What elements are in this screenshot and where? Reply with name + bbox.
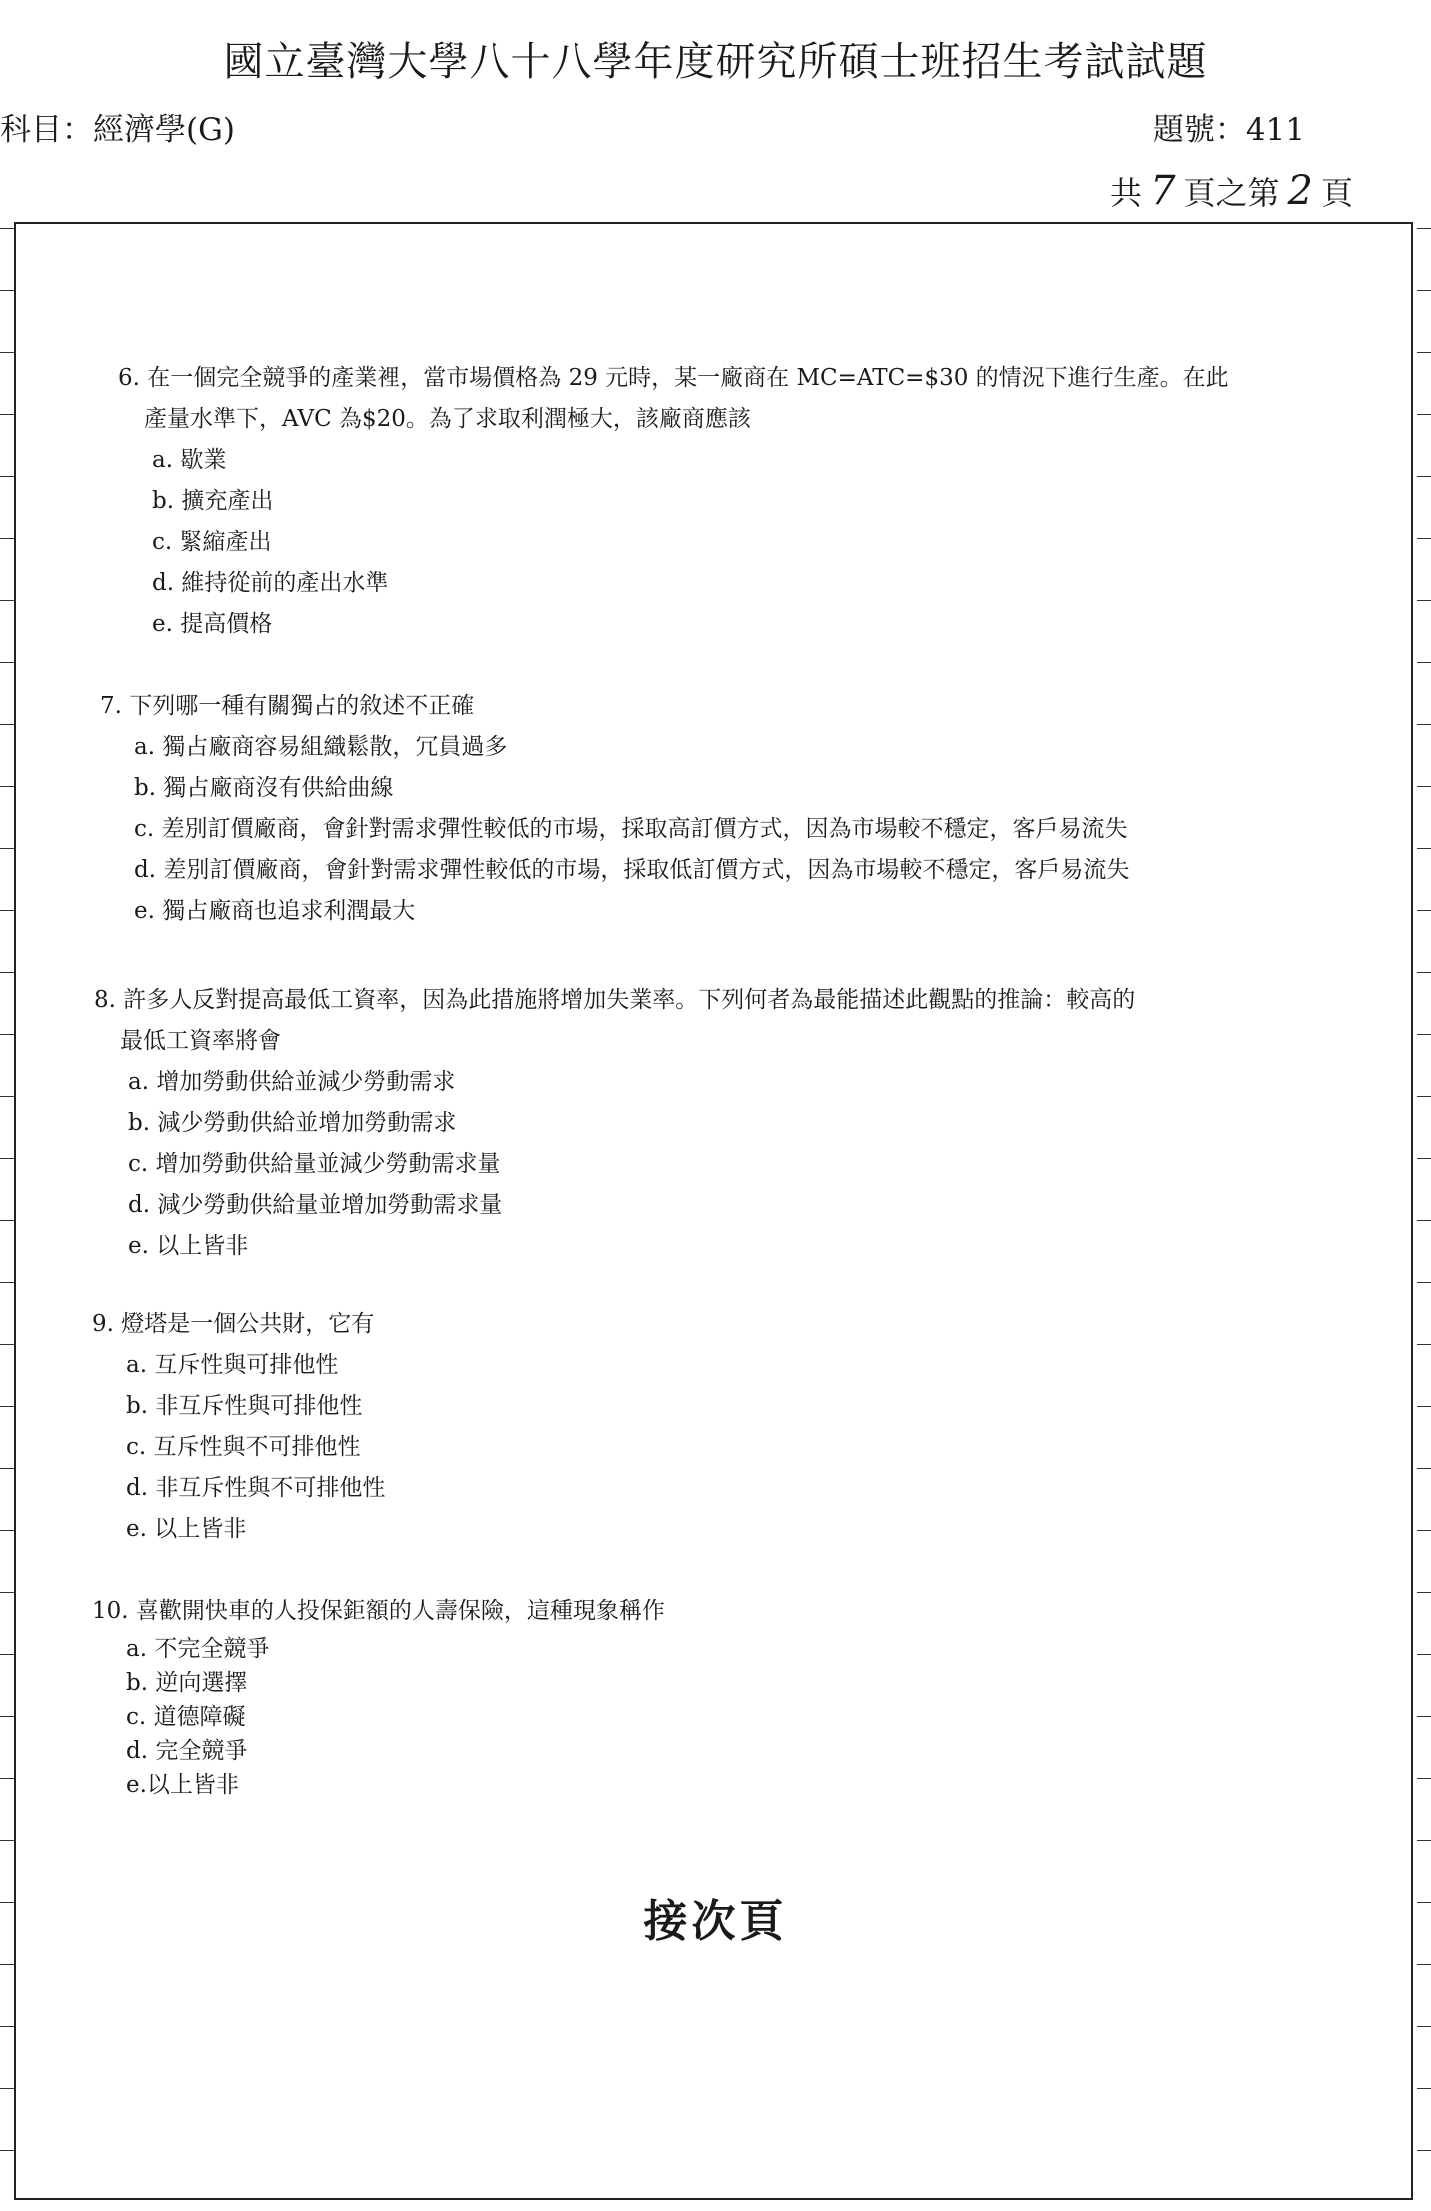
- margin-tick: [0, 1840, 14, 1841]
- margin-tick: [1417, 538, 1431, 539]
- margin-tick: [0, 910, 14, 911]
- option-c: c. 增加勞動供給量並減少勞動需求量: [128, 1151, 501, 1177]
- margin-tick: [1417, 600, 1431, 601]
- option-b: b. 非互斥性與可排他性: [126, 1393, 363, 1419]
- option-e: e. 以上皆非: [128, 1233, 249, 1259]
- margin-tick: [1417, 1716, 1431, 1717]
- option-c: c. 差別訂價廠商，會針對需求彈性較低的市場，採取高訂價方式，因為市場較不穩定，客戶易流失: [134, 816, 1128, 842]
- question-text: 9. 燈塔是一個公共財，它有: [92, 1311, 375, 1337]
- margin-tick: [1417, 352, 1431, 353]
- margin-tick: [0, 1344, 14, 1345]
- margin-tick: [0, 2150, 14, 2151]
- margin-tick: [1417, 848, 1431, 849]
- margin-tick: [0, 290, 14, 291]
- margin-tick: [1417, 1220, 1431, 1221]
- margin-tick: [0, 352, 14, 353]
- margin-tick: [0, 1530, 14, 1531]
- question-6: [118, 358, 1229, 645]
- margin-tick: [0, 848, 14, 849]
- margin-tick: [1417, 662, 1431, 663]
- option-a: a. 不完全競爭: [126, 1636, 270, 1662]
- margin-tick: [0, 1220, 14, 1221]
- question-text: 7. 下列哪一種有關獨占的敘述不正確: [100, 693, 475, 719]
- pages-middle: 頁之第: [1183, 174, 1280, 212]
- margin-tick: [1417, 1344, 1431, 1345]
- margin-tick: [0, 414, 14, 415]
- option-b: b. 獨占廠商沒有供給曲線: [134, 775, 394, 801]
- option-c: c. 道德障礙: [126, 1704, 246, 1730]
- option-d: d. 完全競爭: [126, 1738, 248, 1764]
- question-10: [92, 1591, 665, 1802]
- margin-tick: [0, 600, 14, 601]
- question-code: 題號：411: [1152, 112, 1305, 148]
- option-c: c. 緊縮產出: [152, 529, 272, 555]
- question-text: 8. 許多人反對提高最低工資率，因為此措施將增加失業率。下列何者為最能描述此觀點的推論：較高的: [94, 987, 1136, 1013]
- margin-tick: [1417, 972, 1431, 973]
- pages-current: 2: [1287, 168, 1313, 214]
- question-8: [94, 980, 1135, 1267]
- margin-tick: [1417, 1654, 1431, 1655]
- margin-tick: [0, 1592, 14, 1593]
- margin-tick: [0, 1468, 14, 1469]
- question-7: [100, 686, 1129, 932]
- pages-total: 7: [1150, 168, 1176, 214]
- option-e: e.以上皆非: [126, 1772, 239, 1798]
- option-d: d. 減少勞動供給量並增加勞動需求量: [128, 1192, 503, 1218]
- page-count: [1110, 168, 1353, 214]
- option-a: a. 互斥性與可排他性: [126, 1352, 339, 1378]
- option-a: a. 歇業: [152, 447, 227, 473]
- margin-tick: [0, 228, 14, 229]
- option-e: e. 提高價格: [152, 611, 273, 637]
- option-b: b. 擴充產出: [152, 488, 274, 514]
- margin-tick: [0, 1406, 14, 1407]
- margin-tick: [0, 724, 14, 725]
- margin-tick: [1417, 1034, 1431, 1035]
- margin-tick: [1417, 1096, 1431, 1097]
- option-d: d. 維持從前的產出水準: [152, 570, 389, 596]
- margin-tick: [0, 476, 14, 477]
- question-text: 10. 喜歡開快車的人投保鉅額的人壽保險，這種現象稱作: [92, 1598, 665, 1624]
- margin-tick: [0, 662, 14, 663]
- question-9: [92, 1304, 385, 1550]
- margin-tick: [1417, 1282, 1431, 1283]
- option-d: d. 非互斥性與不可排他性: [126, 1475, 386, 1501]
- margin-tick: [0, 2026, 14, 2027]
- subject-label: 科目：經濟學(G): [0, 112, 235, 148]
- margin-tick: [1417, 1778, 1431, 1779]
- pages-suffix: 頁: [1320, 174, 1353, 212]
- margin-tick: [1417, 2026, 1431, 2027]
- continued-next-page: 接次頁: [643, 1896, 788, 1947]
- option-d: d. 差別訂價廠商，會針對需求彈性較低的市場，採取低訂價方式，因為市場較不穩定，客戶易流失: [134, 857, 1130, 883]
- margin-tick: [1417, 2088, 1431, 2089]
- question-text: 產量水準下，AVC 為$20。為了求取利潤極大，該廠商應該: [144, 406, 751, 432]
- margin-tick: [1417, 910, 1431, 911]
- margin-tick: [1417, 414, 1431, 415]
- option-e: e. 以上皆非: [126, 1516, 247, 1542]
- margin-tick: [0, 1158, 14, 1159]
- margin-tick: [0, 538, 14, 539]
- pages-prefix: 共: [1110, 174, 1143, 212]
- margin-tick: [1417, 290, 1431, 291]
- margin-tick: [0, 972, 14, 973]
- margin-tick: [1417, 228, 1431, 229]
- margin-tick: [1417, 1964, 1431, 1965]
- option-a: a. 獨占廠商容易組織鬆散，冗員過多: [134, 734, 508, 760]
- margin-tick: [1417, 1406, 1431, 1407]
- margin-tick: [0, 1654, 14, 1655]
- exam-title: 國立臺灣大學八十八學年度研究所碩士班招生考試試題: [223, 39, 1208, 85]
- margin-tick: [1417, 724, 1431, 725]
- option-b: b. 逆向選擇: [126, 1670, 248, 1696]
- margin-tick: [1417, 1592, 1431, 1593]
- option-c: c. 互斥性與不可排他性: [126, 1434, 361, 1460]
- margin-tick: [1417, 786, 1431, 787]
- option-b: b. 減少勞動供給並增加勞動需求: [128, 1110, 457, 1136]
- margin-tick: [1417, 1840, 1431, 1841]
- margin-tick: [0, 786, 14, 787]
- margin-tick: [1417, 2150, 1431, 2151]
- margin-tick: [0, 1282, 14, 1283]
- margin-tick: [1417, 1158, 1431, 1159]
- question-text: 最低工資率將會: [120, 1028, 281, 1054]
- option-a: a. 增加勞動供給並減少勞動需求: [128, 1069, 456, 1095]
- margin-tick: [0, 1096, 14, 1097]
- margin-tick: [0, 1716, 14, 1717]
- question-text: 6. 在一個完全競爭的產業裡，當市場價格為 29 元時，某一廠商在 MC=ATC=$30 的情況下進行生產。在此: [118, 365, 1229, 391]
- margin-tick: [1417, 1530, 1431, 1531]
- margin-tick: [0, 1034, 14, 1035]
- margin-tick: [1417, 1468, 1431, 1469]
- margin-tick: [0, 2088, 14, 2089]
- margin-tick: [0, 1964, 14, 1965]
- margin-tick: [1417, 476, 1431, 477]
- option-e: e. 獨占廠商也追求利潤最大: [134, 898, 416, 924]
- margin-tick: [0, 1778, 14, 1779]
